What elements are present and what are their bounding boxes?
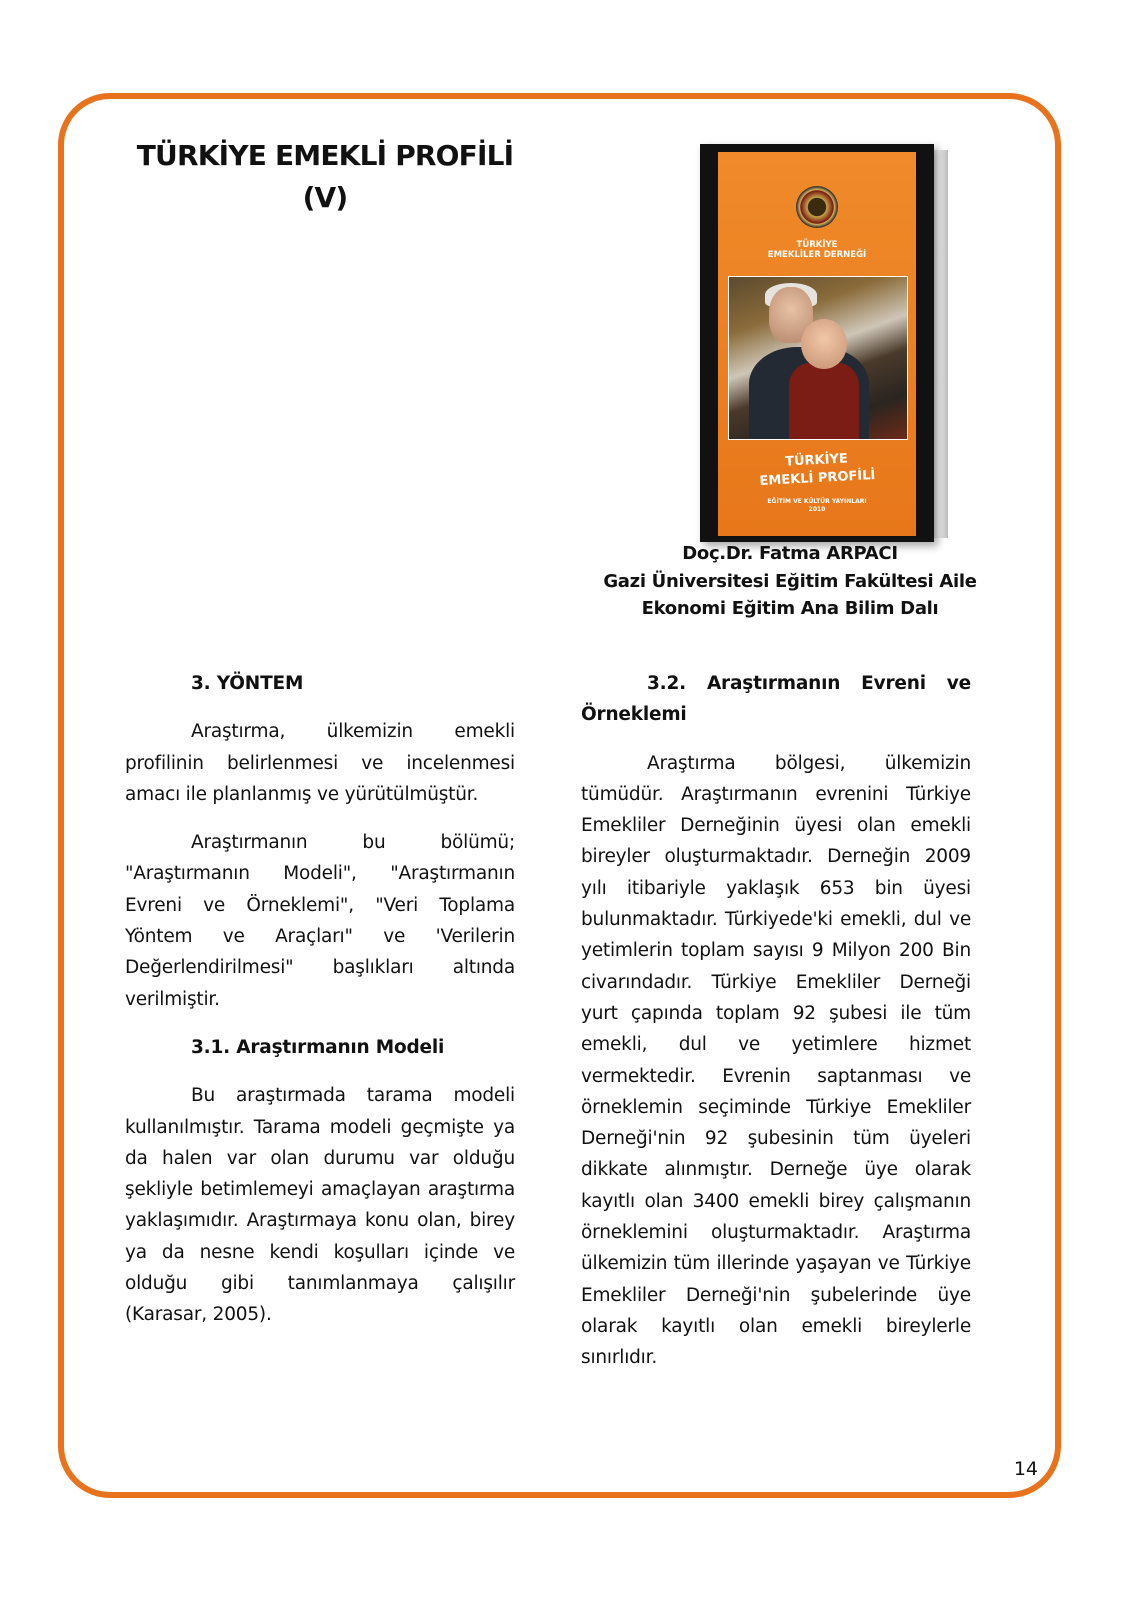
book-page-edges (932, 150, 948, 538)
photo-child-face (801, 319, 847, 369)
author-name: Doç.Dr. Fatma ARPACI (682, 543, 898, 564)
author-block (560, 540, 1020, 623)
title-line-2: (V) (302, 181, 348, 214)
author-affiliation-line-1: Gazi Üniversitesi Eğitim Fakültesi Aile (603, 570, 977, 592)
book-publisher (718, 498, 916, 514)
left-column (125, 668, 515, 1331)
page-title (110, 135, 540, 219)
title-line-1: TÜRKİYE EMEKLİ PROFİLİ (136, 139, 514, 172)
section-heading-population: 3.2. Araştırmanın Evreni ve Örneklemi (581, 673, 971, 726)
book-orange-panel (718, 152, 916, 536)
book-front-cover (700, 144, 934, 542)
book-association-name (718, 240, 916, 260)
book-title-line-1: TÜRKİYE (784, 451, 849, 470)
paragraph-model: Bu araştırmada tarama modeli kullanılmıştır. Tarama modeli geçmişte ya da halen var olan durumu var olduğu şekliyle betimlemeyi amaçlayan araştırma yaklaşımıdır. Araştırmaya konu olan, birey ya da nesne kendi koşulları içinde ve olduğu gibi tanımlanmaya çalışılır (Karasar, 2005). (125, 1085, 515, 1326)
paragraph-population: Araştırma bölgesi, ülkemizin tümüdür. Araştırmanın evrenini Türkiye Emekliler Derneğinin üyesi olan emekli bireyler oluşturmaktadır. Derneğin 2009 yılı itibariyle yaklaşık 653 bin üyesi bulunmaktadır. Türkiyede'ki emekli, dul ve yetimlerin toplam sayısı 9 Milyon 200 Bin civarındadır. Türkiye Emekliler Derneği yurt çapında toplam 92 şubesi ile tüm emekli, dul ve yetimlere hizmet vermektedir. Evrenin saptanması ve örneklemin seçiminde Türkiye Emekliler Derneği'nin 92 şubesinin tüm üyeleri dikkate alınmıştır. Derneğe üye olarak kayıtlı olan 3400 emekli birey çalışmanın örneklemini oluşturmaktadır. Araştırma ülkemizin tüm illerinde yaşayan ve Türkiye Emekliler Derneği'nin şubelerinde üye olarak kayıtlı olan emekli bireylerle sınırlıdır. (581, 752, 971, 1369)
cover-photo-grandfather-child (728, 276, 908, 440)
book-association-line-2: EMEKLİLER DERNEĞİ (767, 250, 867, 260)
photo-child-body (789, 363, 859, 439)
section-heading-model: 3.1. Araştırmanın Modeli (191, 1036, 445, 1058)
book-cover-image (700, 144, 950, 542)
book-publish-year: 2010 (808, 506, 826, 513)
book-title-line-2: EMEKLİ PROFİLİ (759, 467, 876, 490)
author-affiliation-line-2: Ekonomi Eğitim Ana Bilim Dalı (641, 598, 939, 619)
paragraph-method-intro: Araştırma, ülkemizin emekli profilinin belirlenmesi ve incelenmesi amacı ile planlanmış ve yürütülmüştür. (125, 721, 515, 805)
book-cover-title (717, 447, 917, 493)
section-heading-method: 3. YÖNTEM (191, 673, 304, 694)
book-association-line-1: TÜRKİYE (796, 240, 838, 250)
book-publisher-name: EĞİTİM VE KÜLTÜR YAYINLARI (767, 498, 867, 505)
association-seal-icon (796, 186, 838, 228)
page-number: 14 (1013, 1458, 1038, 1480)
paragraph-method-sections: Araştırmanın bu bölümü; "Araştırmanın Modeli", "Araştırmanın Evreni ve Örneklemi", "Veri Toplama Yöntem ve Araçları" ve 'Verilerin Değerlendirilmesi" başlıkları altında verilmiştir. (125, 832, 515, 1010)
right-column (581, 668, 971, 1374)
